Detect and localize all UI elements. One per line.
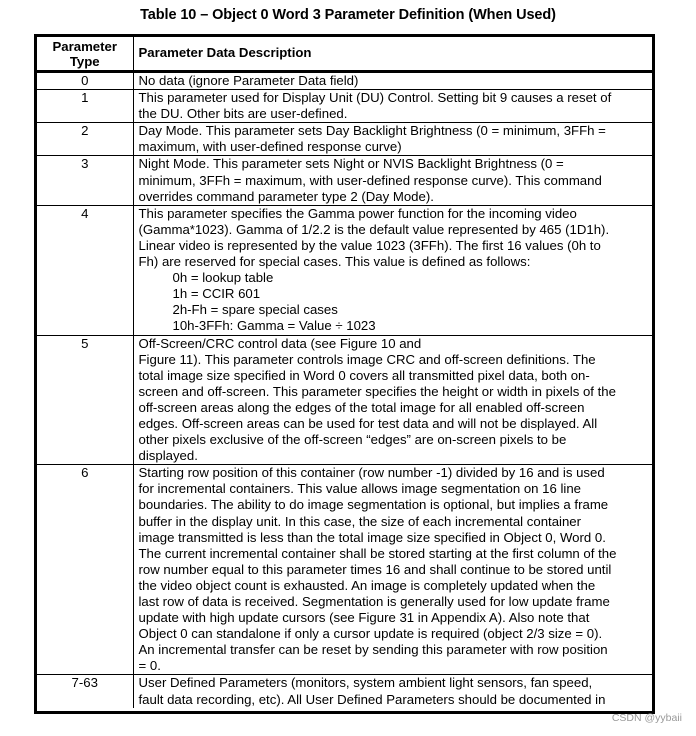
description-line: last row of data is received. Segmentation is generally used for low update frame bbox=[138, 594, 610, 609]
parameter-definition-table bbox=[37, 37, 652, 708]
table-row bbox=[37, 205, 652, 335]
parameter-type-cell: 3 bbox=[37, 156, 133, 205]
parameter-description-cell bbox=[133, 335, 652, 465]
parameter-table-frame bbox=[34, 34, 655, 714]
header-type-line1: Parameter bbox=[52, 38, 117, 54]
table-row bbox=[37, 675, 652, 708]
description-sublist-item: 10h-3FFh: Gamma = Value ÷ 1023 bbox=[172, 318, 376, 334]
description-line: Off-Screen/CRC control data (see Figure 10 and bbox=[138, 335, 422, 351]
parameter-description-cell bbox=[133, 90, 652, 123]
description-line: This parameter used for Display Unit (DU) Control. Setting bit 9 causes a reset of bbox=[138, 90, 612, 106]
table-row bbox=[37, 90, 652, 123]
parameter-description-cell bbox=[133, 675, 652, 708]
description-line: = 0. bbox=[138, 658, 161, 674]
table-row bbox=[37, 156, 652, 205]
table-row bbox=[37, 72, 652, 90]
description-line: boundaries. The ability to do image segmentation is optional, but implies a frame bbox=[138, 497, 609, 513]
description-line: the DU. Other bits are user-defined. bbox=[138, 106, 348, 122]
parameter-description-cell bbox=[133, 205, 652, 335]
description-line: update with high update cursors (see Figure 31 in Appendix A). Also note that bbox=[138, 610, 590, 626]
description-line: fault data recording, etc). All User Defined Parameters should be documented in bbox=[138, 691, 606, 707]
parameter-type-cell: 6 bbox=[37, 465, 133, 675]
description-line: minimum, 3FFh = maximum, with user-defined response curve). This command bbox=[138, 172, 602, 188]
description-line: User Defined Parameters (monitors, system ambient light sensors, fan speed, bbox=[138, 675, 593, 691]
description-line: edges. Off-screen areas can be used for test data and will not be displayed. All bbox=[138, 415, 598, 431]
table-row bbox=[37, 123, 652, 156]
table-row bbox=[37, 335, 652, 465]
description-line: Linear video is represented by the value 1023 (3FFh). The first 16 values (0h to bbox=[138, 237, 601, 253]
table-caption: Table 10 – Object 0 Word 3 Parameter Definition (When Used) bbox=[140, 7, 556, 23]
parameter-type-cell: 7-63 bbox=[37, 675, 133, 708]
header-type-line2: Type bbox=[69, 53, 100, 69]
description-line: image transmitted is less than the total image size specified in Object 0, Word 0. bbox=[138, 529, 606, 545]
parameter-description-cell bbox=[133, 465, 652, 675]
description-line: off-screen areas along the edges of the total image for all enabled off-screen bbox=[138, 399, 585, 415]
description-line: buffer in the display unit. In this case, the size of each incremental container bbox=[138, 513, 582, 529]
watermark: CSDN @yybaii bbox=[611, 712, 682, 724]
description-line: overrides command parameter type 2 (Day Mode). bbox=[138, 188, 434, 204]
description-line: displayed. bbox=[138, 448, 198, 464]
table-body bbox=[37, 72, 652, 708]
description-line: the video object count is exhausted. An image is completely updated when the bbox=[138, 577, 596, 593]
description-sublist-item: 2h-Fh = spare special cases bbox=[172, 302, 338, 318]
description-line: Starting row position of this container (row number -1) divided by 16 and is used bbox=[138, 465, 605, 481]
description-line: Object 0 can standalone if only a cursor update is required (object 2/3 size = 0). bbox=[138, 626, 603, 642]
header-description: Parameter Data Description bbox=[133, 37, 652, 72]
header-parameter-type bbox=[37, 37, 133, 72]
description-line: other pixels exclusive of the off-screen “edges” are on-screen pixels to be bbox=[138, 432, 567, 448]
description-line: maximum, with user-defined response curve) bbox=[138, 139, 402, 155]
description-line: Day Mode. This parameter sets Day Backlight Brightness (0 = minimum, 3FFh = bbox=[138, 123, 606, 139]
description-line: (Gamma*1023). Gamma of 1/2.2 is the default value represented by 465 (1D1h). bbox=[138, 221, 610, 237]
description-sublist-item: 1h = CCIR 601 bbox=[172, 286, 261, 302]
description-line: Night Mode. This parameter sets Night or NVIS Backlight Brightness (0 = bbox=[138, 156, 564, 172]
parameter-description-cell bbox=[133, 123, 652, 156]
description-line: No data (ignore Parameter Data field) bbox=[138, 73, 359, 88]
description-line: The current incremental container shall be stored starting at the first column of the bbox=[138, 545, 617, 561]
parameter-type-cell: 2 bbox=[37, 123, 133, 156]
header-row bbox=[37, 37, 652, 72]
parameter-type-cell: 5 bbox=[37, 335, 133, 465]
description-line: for incremental containers. This value allows image segmentation on 16 line bbox=[138, 481, 582, 497]
description-sublist-item: 0h = lookup table bbox=[172, 270, 274, 286]
parameter-type-cell: 4 bbox=[37, 205, 133, 335]
table-row bbox=[37, 465, 652, 675]
description-line: Fh) are reserved for special cases. This value is defined as follows: bbox=[138, 254, 531, 270]
parameter-type-cell: 0 bbox=[37, 72, 133, 90]
description-line: An incremental transfer can be reset by sending this parameter with row position bbox=[138, 642, 608, 658]
description-line: Figure 11). This parameter controls image CRC and off-screen definitions. The bbox=[138, 351, 596, 367]
description-line: row number equal to this parameter times 16 and shall continue to be stored until bbox=[138, 561, 612, 577]
parameter-description-cell bbox=[133, 156, 652, 205]
description-line: This parameter specifies the Gamma power function for the incoming video bbox=[138, 205, 577, 221]
description-line: total image size specified in Word 0 covers all transmitted pixel data, both on- bbox=[138, 367, 590, 383]
parameter-description-cell bbox=[133, 72, 652, 90]
parameter-type-cell: 1 bbox=[37, 90, 133, 123]
description-line: screen and off-screen. This parameter specifies the height or width in pixels of the bbox=[138, 383, 616, 399]
